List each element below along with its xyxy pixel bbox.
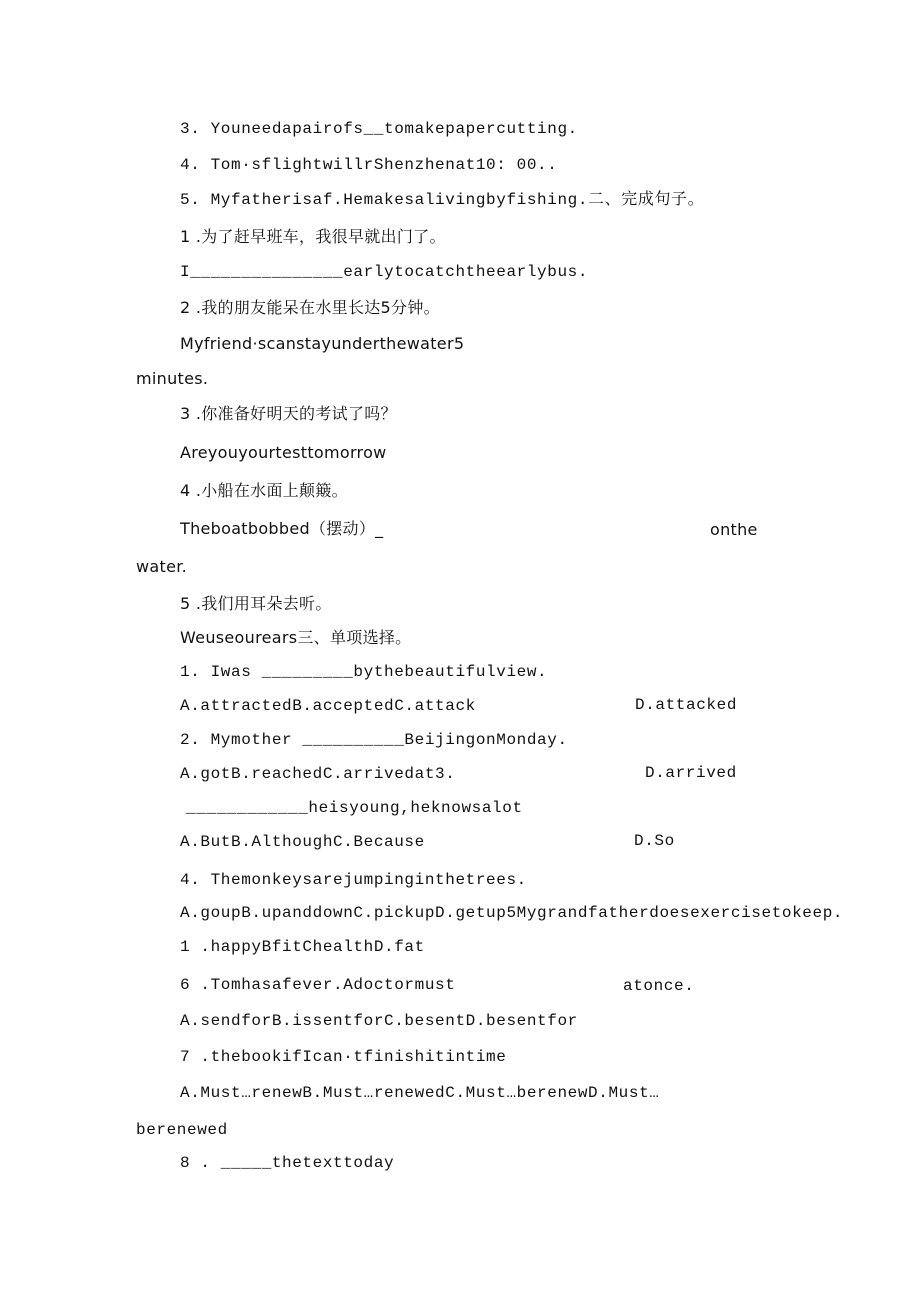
text-line-7: Myfriend·scanstayunderthewater5: [180, 334, 465, 353]
text-line-25: D.So: [634, 832, 675, 850]
text-line-9: 3 .你准备好明天的考试了吗？: [180, 404, 397, 423]
text-line-3: 5. Myfatherisaf.Hemakesalivingbyfishing.二、完成句子。: [180, 191, 705, 209]
text-line-23: ____________heisyoung,heknowsalot: [186, 799, 523, 817]
text-line-27: A.goupB.upanddownC.pickupD.getup5Mygrandfatherdoesexercisetokeep.: [180, 904, 844, 922]
text-line-15: 5 .我们用耳朵去听。: [180, 594, 332, 613]
text-line-21: A.gotB.reachedC.arrivedat3.: [180, 765, 456, 783]
text-line-35: 8 . _____thetexttoday: [180, 1154, 395, 1172]
text-line-6: 2 .我的朋友能呆在水里长达5分钟。: [180, 298, 440, 317]
text-line-10: Areyouyourtesttomorrow: [180, 443, 387, 462]
text-line-31: A.sendforB.issentforC.besentD.besentfor: [180, 1012, 578, 1030]
text-line-4: 1 .为了赶早班车，我很早就出门了。: [180, 227, 446, 246]
text-line-12: Theboatbobbed（摆动）_: [180, 519, 384, 538]
text-line-18: A.attractedB.acceptedC.attack: [180, 697, 476, 715]
text-line-32: 7 .thebookifIcan·tfinishitintime: [180, 1048, 507, 1066]
text-line-1: 3. Youneedapairofs__tomakepapercutting.: [180, 120, 578, 138]
text-line-16: Weuseourears三、单项选择。: [180, 628, 412, 647]
text-line-5: I_______________earlytocatchtheearlybus.: [180, 263, 589, 281]
text-line-11: 4 .小船在水面上颠簸。: [180, 481, 348, 500]
text-line-19: D.attacked: [635, 696, 738, 714]
text-line-20: 2. Mymother __________BeijingonMonday.: [180, 731, 568, 749]
text-line-30: atonce.: [623, 977, 695, 995]
text-line-22: D.arrived: [645, 764, 737, 782]
text-line-8: minutes.: [136, 369, 209, 388]
text-line-13: onthe: [710, 520, 758, 539]
text-line-29: 6 .Tomhasafever.Adoctormust: [180, 976, 456, 994]
text-line-34: berenewed: [136, 1121, 228, 1139]
text-line-14: water.: [136, 557, 188, 576]
text-line-26: 4. Themonkeysarejumpinginthetrees.: [180, 871, 527, 889]
text-line-33: A.Must…renewB.Must…renewedC.Must…berenewD.Must…: [180, 1084, 660, 1102]
text-line-28: 1 .happyBfitChealthD.fat: [180, 938, 425, 956]
text-line-2: 4. Tom·sflightwillrShenzhenat10: 00..: [180, 156, 558, 174]
text-line-17: 1. Iwas _________bythebeautifulview.: [180, 663, 548, 681]
text-line-24: A.ButB.AlthoughC.Because: [180, 833, 425, 851]
